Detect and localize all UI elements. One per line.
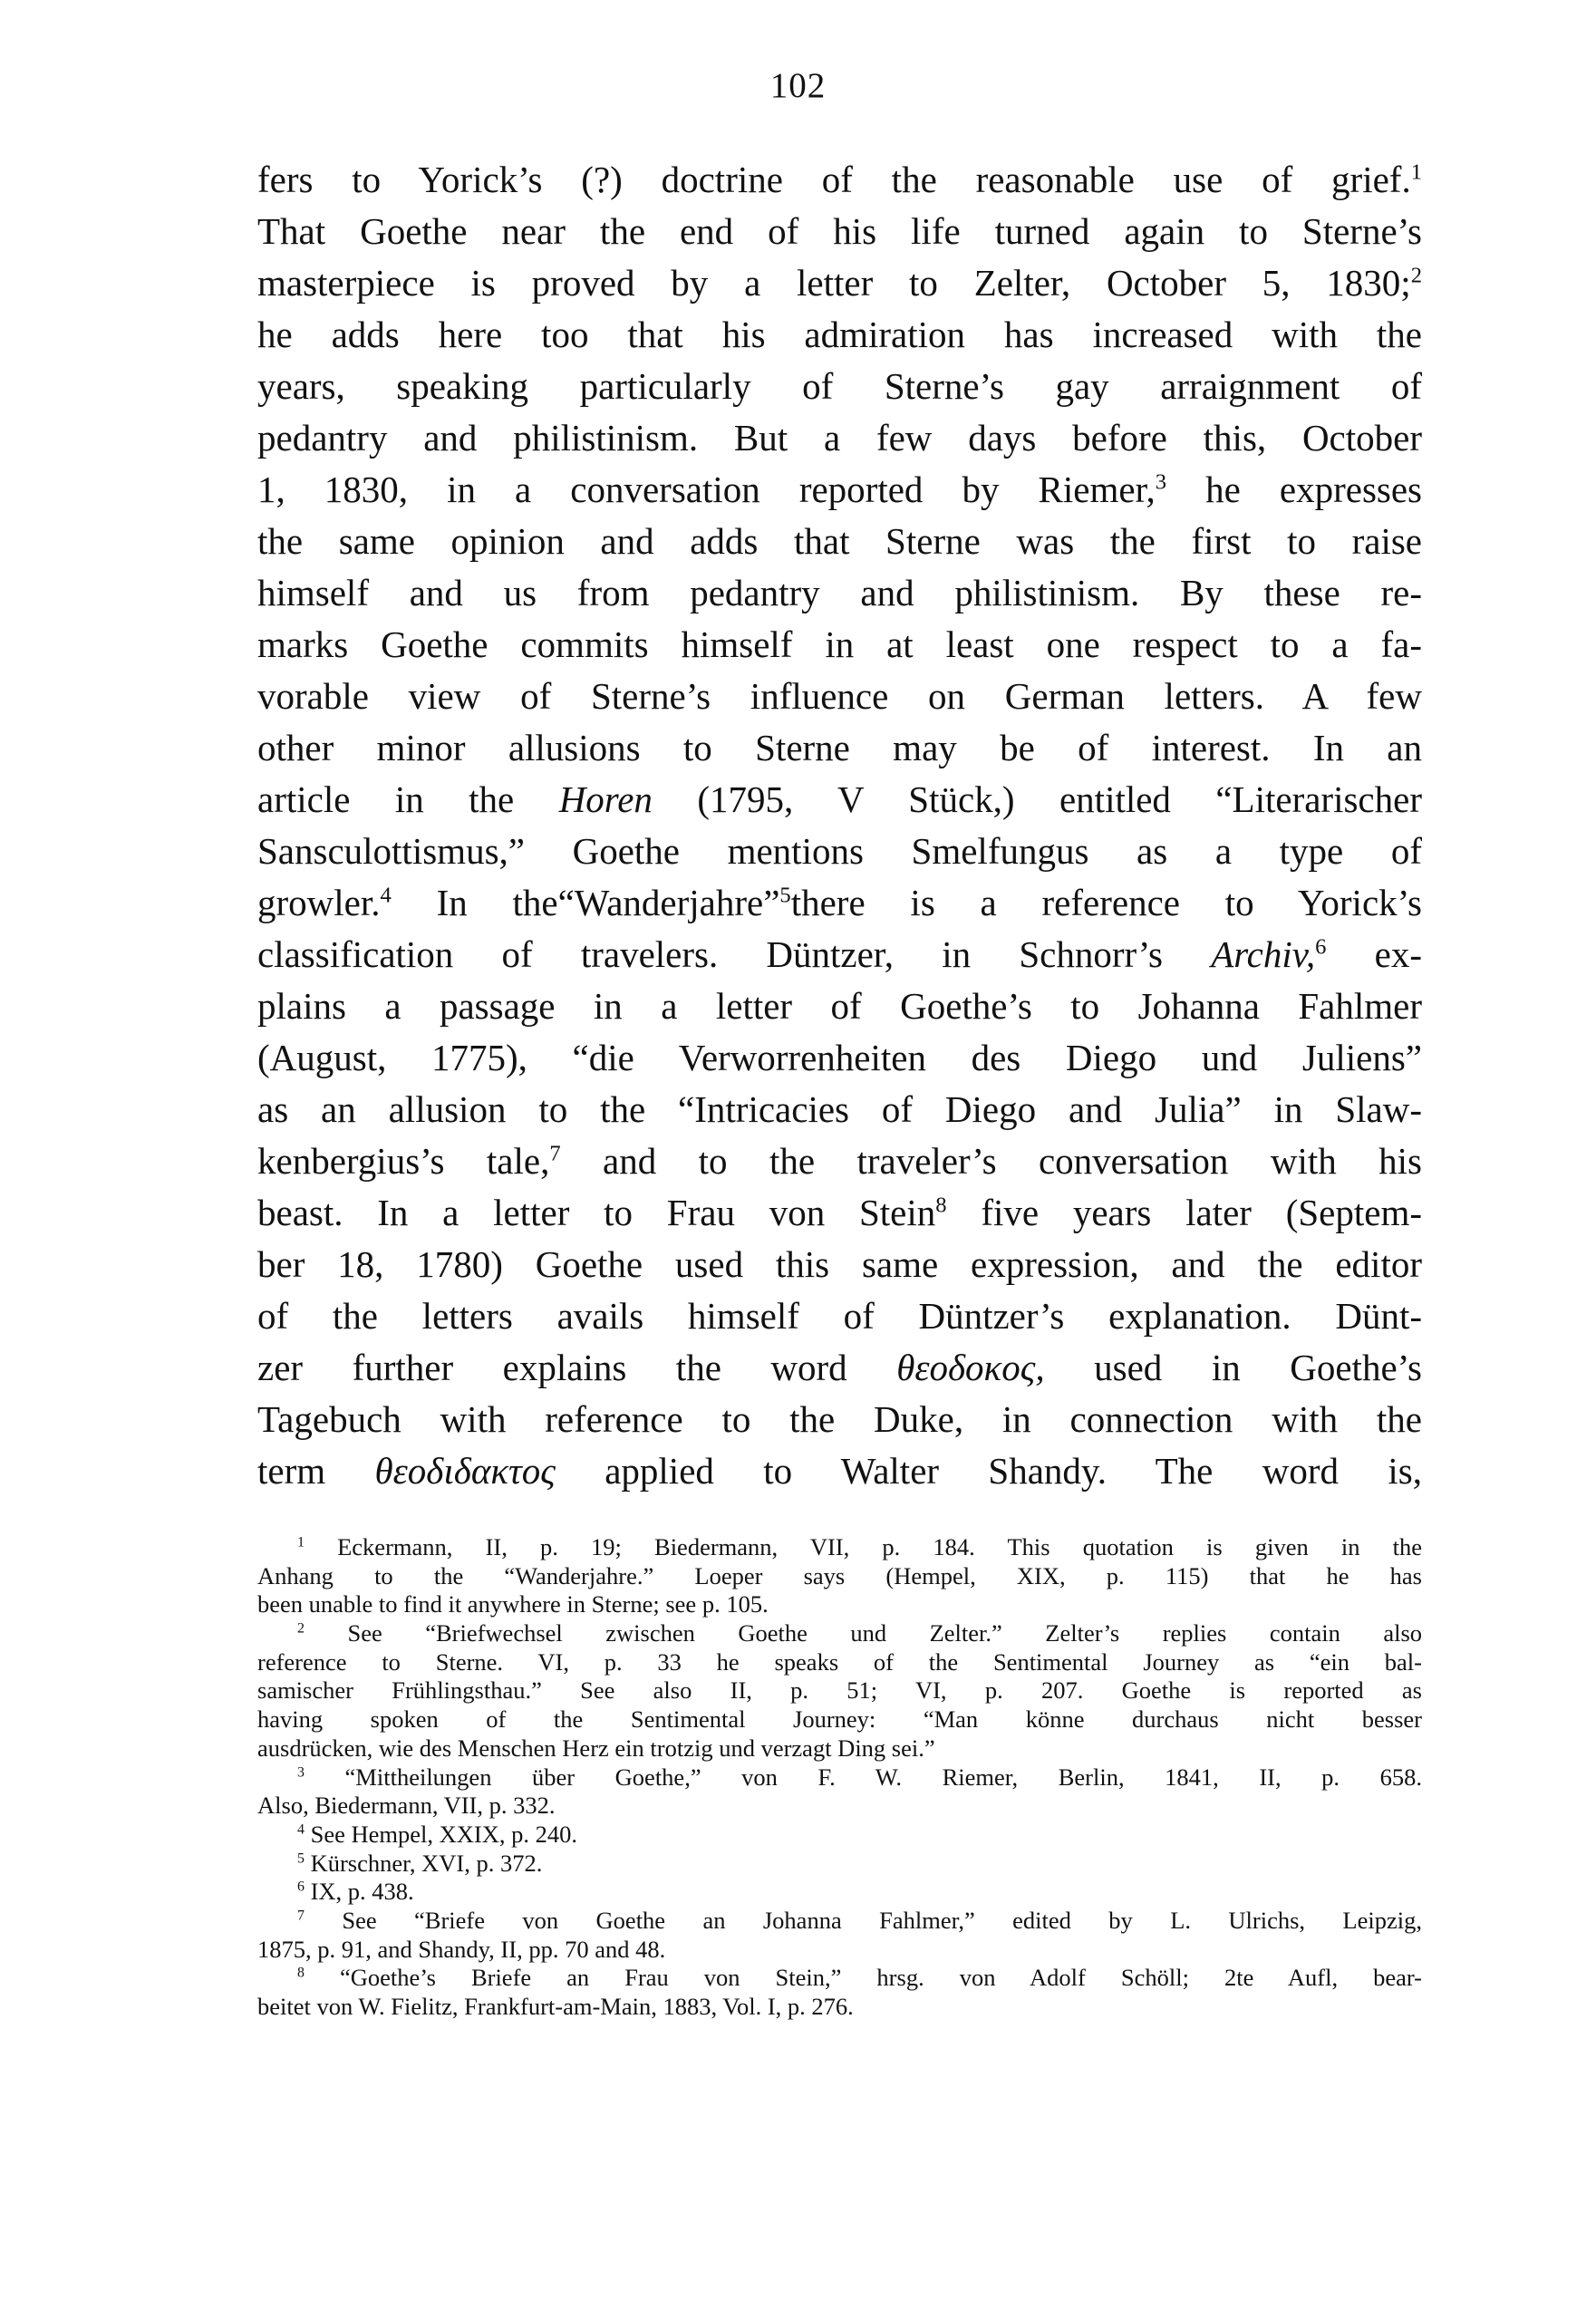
line-text: term bbox=[257, 1450, 375, 1492]
text-line bbox=[257, 877, 1422, 929]
footnote-text: Also, Biedermann, VII, p. 332. bbox=[257, 1792, 556, 1820]
page-number: 102 bbox=[769, 66, 827, 105]
line-text: classification of travelers. Düntzer, in Schnorr’s bbox=[257, 933, 1212, 975]
text-line bbox=[257, 154, 1422, 206]
footnote-text: Anhang to the “Wanderjahre.” Loeper says (Hempel, XIX, p. 115) that he has bbox=[257, 1561, 1422, 1589]
footnote-text: “Goethe’s Briefe an Frau von Stein,” hrsg. von Adolf Schöll; 2te Aufl, bear- bbox=[339, 1964, 1422, 1992]
line-text: five years later (Septem- bbox=[946, 1192, 1422, 1233]
footnote-ref: 3 bbox=[1155, 469, 1167, 495]
line-text: In the“Wanderjahre” bbox=[391, 882, 780, 923]
line-text: and to the traveler’s conversation with his bbox=[560, 1140, 1422, 1182]
text-line bbox=[257, 1032, 1422, 1084]
footnote-line bbox=[257, 1850, 1422, 1879]
footnote-ref: 6 bbox=[1315, 934, 1327, 960]
line-text: Sansculottismus,” Goethe mentions Smelfungus as a type of bbox=[257, 830, 1422, 872]
text-line bbox=[257, 567, 1422, 619]
text-line bbox=[257, 619, 1422, 671]
footnote-number: 3 bbox=[297, 1763, 305, 1780]
footnote-text: See “Briefwechsel zwischen Goethe und Zelter.” Zelter’s replies contain also bbox=[347, 1619, 1423, 1647]
line-text: marks Goethe commits himself in at least one respect to a fa- bbox=[257, 623, 1422, 665]
text-line bbox=[257, 464, 1422, 516]
line-text: ber 18, 1780) Goethe used this same expression, and the editor bbox=[257, 1243, 1422, 1285]
line-text: growler. bbox=[257, 882, 381, 923]
footnote-line bbox=[257, 1648, 1422, 1677]
italic-text: θεοδιδακτος bbox=[374, 1450, 556, 1492]
text-line bbox=[257, 1187, 1422, 1239]
text-line bbox=[257, 1445, 1422, 1497]
footnote-text: samischer Frühlingsthau.” See also II, p. 51; VI, p. 207. Goethe is reported as bbox=[257, 1676, 1422, 1705]
footnote-line bbox=[257, 1763, 1422, 1792]
footnote-number: 7 bbox=[297, 1908, 305, 1924]
footnote-line bbox=[257, 1792, 1422, 1821]
footnote-ref: 7 bbox=[549, 1141, 561, 1166]
text-line bbox=[257, 1239, 1422, 1290]
line-text: ex- bbox=[1326, 933, 1423, 975]
line-text: masterpiece is proved by a letter to Zelter, October 5, 1830; bbox=[257, 262, 1411, 304]
text-line bbox=[257, 671, 1422, 722]
line-text: beast. In a letter to Frau von Stein bbox=[257, 1192, 936, 1233]
footnote-line bbox=[257, 1705, 1422, 1734]
line-text: there is a reference to Yorick’s bbox=[790, 882, 1422, 923]
footnote-ref: 5 bbox=[779, 883, 791, 908]
line-text: as an allusion to the “Intricacies of Diego and Julia” in Slaw- bbox=[257, 1088, 1422, 1130]
text-line bbox=[257, 981, 1422, 1032]
body-text bbox=[257, 154, 1422, 1497]
line-text: years, speaking particularly of Sterne’s gay arraignment of bbox=[257, 365, 1422, 407]
text-line bbox=[257, 929, 1422, 981]
line-text: fers to Yorick’s (?) doctrine of the reasonable use of grief. bbox=[257, 159, 1411, 200]
line-text: plains a passage in a letter of Goethe’s to Johanna Fahlmer bbox=[257, 985, 1422, 1027]
line-text: he adds here too that his admiration has increased with the bbox=[257, 314, 1422, 355]
line-text: Tagebuch with reference to the Duke, in connection with the bbox=[257, 1398, 1422, 1440]
line-text: applied to Walter Shandy. The word is, bbox=[555, 1450, 1422, 1492]
text-line bbox=[257, 361, 1422, 412]
text-line bbox=[257, 1135, 1422, 1187]
footnote-line bbox=[257, 1676, 1422, 1705]
text-line bbox=[257, 774, 1422, 826]
footnote-number: 1 bbox=[297, 1534, 305, 1551]
footnote-text: Eckermann, II, p. 19; Biedermann, VII, p. 184. This quotation is given in the bbox=[337, 1533, 1422, 1560]
footnote-text: See “Briefe von Goethe an Johanna Fahlmer,” edited by L. Ulrichs, Leipzig, bbox=[342, 1906, 1422, 1934]
footnote-line bbox=[257, 1936, 1422, 1965]
footnote-ref: 4 bbox=[380, 883, 392, 908]
footnote-ref: 8 bbox=[935, 1193, 947, 1218]
line-text: used in Goethe’s bbox=[1044, 1347, 1422, 1388]
line-text: (1795, V Stück,) entitled “Literarischer bbox=[652, 778, 1422, 820]
line-text: (August, 1775), “die Verworrenheiten des Diego und Juliens” bbox=[257, 1037, 1422, 1078]
line-text: vorable view of Sterne’s influence on German letters. A few bbox=[257, 675, 1422, 717]
line-text: article in the bbox=[257, 778, 559, 820]
footnote-line bbox=[257, 1562, 1422, 1591]
footnote-text: ausdrücken, wie des Menschen Herz ein trotzig und verzagt Ding sei.” bbox=[257, 1734, 935, 1762]
footnote-line bbox=[257, 1993, 1422, 2022]
footnote-line bbox=[257, 1619, 1422, 1648]
text-line bbox=[257, 412, 1422, 464]
line-text: That Goethe near the end of his life turned again to Sterne’s bbox=[257, 210, 1422, 252]
footnote-ref: 2 bbox=[1410, 263, 1422, 288]
footnote-number: 5 bbox=[297, 1850, 305, 1867]
footnote-line bbox=[257, 1907, 1422, 1936]
italic-text: Archiv, bbox=[1211, 933, 1316, 975]
footnote-text: reference to Sterne. VI, p. 33 he speaks of the Sentimental Journey as “ein bal- bbox=[257, 1647, 1422, 1676]
footnote-text: IX, p. 438. bbox=[310, 1878, 414, 1906]
text-line bbox=[257, 516, 1422, 567]
footnote-number: 8 bbox=[297, 1965, 305, 1981]
line-text: himself and us from pedantry and philistinism. By these re- bbox=[257, 572, 1422, 613]
line-text: he expresses bbox=[1166, 469, 1423, 510]
text-line bbox=[257, 1290, 1422, 1342]
footnote-line bbox=[257, 1821, 1422, 1850]
footnote-text: having spoken of the Sentimental Journey: “Man könne durchaus nicht besser bbox=[257, 1705, 1422, 1734]
italic-text: Horen bbox=[558, 778, 653, 820]
line-text: zer further explains the word bbox=[257, 1347, 897, 1388]
footnotes bbox=[257, 1533, 1422, 2022]
footnote-number: 4 bbox=[297, 1821, 305, 1838]
italic-text: θεοδοκος, bbox=[896, 1347, 1045, 1388]
text-line bbox=[257, 257, 1422, 309]
footnote-line bbox=[257, 1878, 1422, 1907]
line-text: 1, 1830, in a conversation reported by Riemer, bbox=[257, 469, 1156, 510]
line-text: other minor allusions to Sterne may be of interest. In an bbox=[257, 727, 1422, 768]
footnote-ref: 1 bbox=[1410, 159, 1422, 185]
footnote-number: 6 bbox=[297, 1879, 305, 1895]
footnote-text: beitet von W. Fielitz, Frankfurt-am-Main, 1883, Vol. I, p. 276. bbox=[257, 1993, 854, 2020]
line-text: kenbergius’s tale, bbox=[257, 1140, 550, 1182]
text-line bbox=[257, 1394, 1422, 1445]
footnote-line bbox=[257, 1734, 1422, 1763]
footnote-text: been unable to find it anywhere in Sterne; see p. 105. bbox=[257, 1590, 769, 1618]
footnote-line bbox=[257, 1590, 1422, 1619]
footnote-number: 2 bbox=[297, 1620, 305, 1637]
footnote-line bbox=[257, 1533, 1422, 1562]
line-text: of the letters avails himself of Düntzer’s explanation. Dünt- bbox=[257, 1295, 1422, 1337]
footnote-line bbox=[257, 1964, 1422, 1993]
text-line bbox=[257, 1084, 1422, 1135]
text-line bbox=[257, 1342, 1422, 1394]
footnote-text: 1875, p. 91, and Shandy, II, pp. 70 and 48. bbox=[257, 1935, 666, 1963]
footnote-text: See Hempel, XXIX, p. 240. bbox=[310, 1820, 577, 1848]
footnote-text: “Mittheilungen über Goethe,” von F. W. Riemer, Berlin, 1841, II, p. 658. bbox=[344, 1763, 1423, 1791]
line-text: the same opinion and adds that Sterne was the first to raise bbox=[257, 520, 1422, 562]
text-line bbox=[257, 309, 1422, 361]
text-line bbox=[257, 722, 1422, 774]
line-text: pedantry and philistinism. But a few days before this, October bbox=[257, 417, 1422, 459]
footnote-text: Kürschner, XVI, p. 372. bbox=[310, 1849, 543, 1877]
text-line bbox=[257, 826, 1422, 877]
text-line bbox=[257, 206, 1422, 257]
